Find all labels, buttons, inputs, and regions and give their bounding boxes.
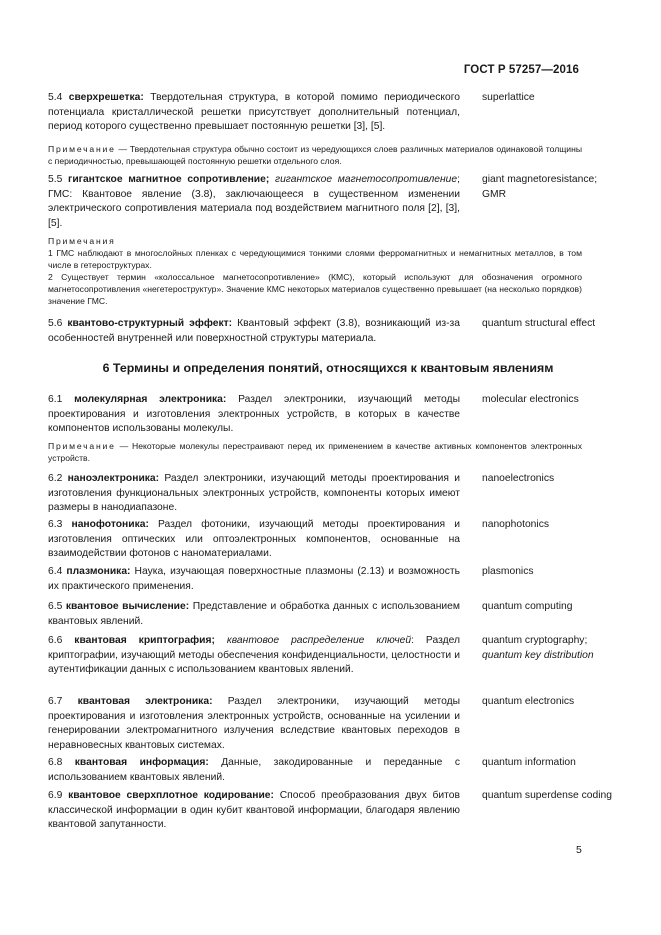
note-item: 2 Существует термин «колоссальное магнетосопротивление» (КМС), который используют для обозначения огромного магнетосопротивления «негетероструктур». Значение КМС некоторых материалов существенно превышает (на несколько порядков) значение ГМС. [48,272,582,306]
term-definition [48,173,460,231]
term-title: сверхрешетка: [68,92,144,103]
term-definition [48,600,460,629]
definition-text: Раздел электроники, изучающий методы проектирования и изготовления электронных устройств, основанные на усилении и генерировании электромагнитного излучения вследствие квантовых переходов в неравновесных квантовых системах. [48,696,460,751]
definition-text: Раздел электроники, изучающий методы проектирования и изготовления функциональных электронных устройств, компоненты которых имеют размеры в нанодиапазоне. [48,473,460,514]
english-term: quantum cryptography; [482,635,588,646]
english-equivalent: quantum computing [482,601,573,612]
term-entry-6-2 [48,472,612,516]
document-code: ГОСТ Р 57257—2016 [463,64,579,76]
term-entry-6-3 [48,518,612,562]
definition-text: : Раздел криптографии, изучающий методы обеспечения конфиденциальности, целостности и аутентификации данных с использованием квантовых явлений. [48,635,460,676]
term-number: 6.1 [48,394,63,405]
english-equivalent: plasmonics [482,566,534,577]
term-title: квантовое сверхплотное кодирование: [68,790,274,801]
english-equivalent [482,634,612,678]
definition-text: Раздел фотоники, изучающий методы проектирования и изготовления оптических или оптоэлектронных компонентов, основанные на взаимодействии фотонов с наноматериалами. [48,519,460,560]
term-number: 6.6 [48,635,63,646]
term-title: нанофотоника: [71,519,149,530]
notes-5-5 [48,235,582,307]
term-number: 6.5 [48,601,63,612]
term-entry-6-4 [48,565,612,594]
definition-text: Квантовый эффект (3.8), возникающий из-за особенностей внутренней или поверхностной структуры материала. [48,318,460,344]
english-equivalent: nanophotonics [482,519,549,530]
english-synonym: quantum key distribution [482,649,594,661]
definition-text: Твердотельная структура, в которой помимо периодического потенциала кристаллической решетки присутствует дополнительный потенциал, период которого существенно превышает постоянную решетки [3], [5]. [48,92,460,133]
definition-text: Наука, изучающая поверхностные плазмоны (2.13) и возможность их практического применения. [48,566,460,592]
term-title: молекулярная электроника: [74,394,227,405]
section-title: 6 Термины и определения понятий, относящихся к квантовым явлениям [102,361,554,375]
english-equivalent: giant magnetoresistance; GMR [482,174,598,200]
term-number: 5.6 [48,318,63,329]
definition-text: Способ преобразования двух битов классической информации в один кубит квантовой информации, благодаря явлению квантовой запутанности. [48,790,460,831]
english-equivalent: quantum electronics [482,696,575,707]
term-definition [48,91,460,135]
note-text: — Некоторые молекулы перестраивают перед их применением в качестве активных компонентов электронных устройств. [48,441,582,463]
definition-text: Представление и обработка данных с использованием квантовых явлений. [48,601,460,627]
english-equivalent: nanoelectronics [482,473,555,484]
term-number: 5.4 [48,92,63,103]
term-number: 6.9 [48,790,63,801]
term-definition [48,634,460,678]
english-equivalent: molecular electronics [482,394,579,405]
term-number: 6.8 [48,757,63,768]
term-entry-6-8 [48,756,612,785]
term-definition [48,565,460,594]
term-definition [48,472,460,516]
term-title: наноэлектроника: [67,473,160,484]
note-6-1 [48,440,582,464]
note-label: Примечание [48,144,116,154]
note-5-4 [48,143,582,167]
term-title: квантовая криптография; [74,635,215,646]
definition-text: Раздел электроники, изучающий методы проектирования и изготовления электронных устройств, в которых в качестве компонентов использованы молекулы. [48,394,460,435]
term-title: гигантское магнитное сопротивление; [68,174,270,185]
term-definition [48,756,460,785]
definition-text: Данные, закодированные и переданные с использованием квантовых явлений. [48,757,460,783]
term-entry-6-5 [48,600,612,629]
page-number: 5 [576,844,582,856]
term-definition [48,393,460,437]
term-number: 5.5 [48,174,63,185]
term-synonym: гигантское магнетосопротивление [275,174,458,185]
term-number: 6.2 [48,473,63,484]
note-label: Примечание [48,441,116,451]
term-title: квантовая информация: [74,757,209,768]
english-equivalent: quantum structural effect [482,318,596,329]
term-number: 6.3 [48,519,63,530]
term-number: 6.7 [48,696,63,707]
english-equivalent: superlattice [482,92,535,103]
term-entry-5-5 [48,173,612,231]
term-title: плазмоника: [66,566,131,577]
term-entry-6-1 [48,393,612,437]
note-text: — Твердотельная структура обычно состоит из чередующихся слоев различных материалов одинаковой толщины с периодичностью, превышающей постоянную решетки отдельного слоя. [48,144,582,166]
term-entry-5-4 [48,91,612,135]
term-entry-6-7 [48,695,612,753]
term-synonym: квантовое распределение ключей [226,635,412,646]
term-definition [48,518,460,562]
term-title: квантовая электроника: [77,696,213,707]
term-definition [48,695,460,753]
english-equivalent: quantum information [482,757,576,768]
term-definition [48,317,460,346]
notes-label: Примечания [48,236,116,246]
note-item: 1 ГМС наблюдают в многослойных пленках с чередующимися тонкими слоями ферромагнитных и немагнитных металлов, в том числе в гетероструктурах. [48,248,582,270]
term-title: квантово-структурный эффект: [67,318,233,329]
definition-text: ; ГМС: Квантовое явление (3.8), заключающееся в существенном изменении электрического сопротивления материала под воздействием магнитного поля [2], [3], [5]. [48,174,460,229]
english-equivalent: quantum superdense coding [482,790,612,801]
term-entry-5-6 [48,317,612,346]
term-entry-6-6 [48,634,612,678]
term-entry-6-9 [48,789,612,833]
term-number: 6.4 [48,566,63,577]
term-title: квантовое вычисление: [65,601,190,612]
term-definition [48,789,460,833]
